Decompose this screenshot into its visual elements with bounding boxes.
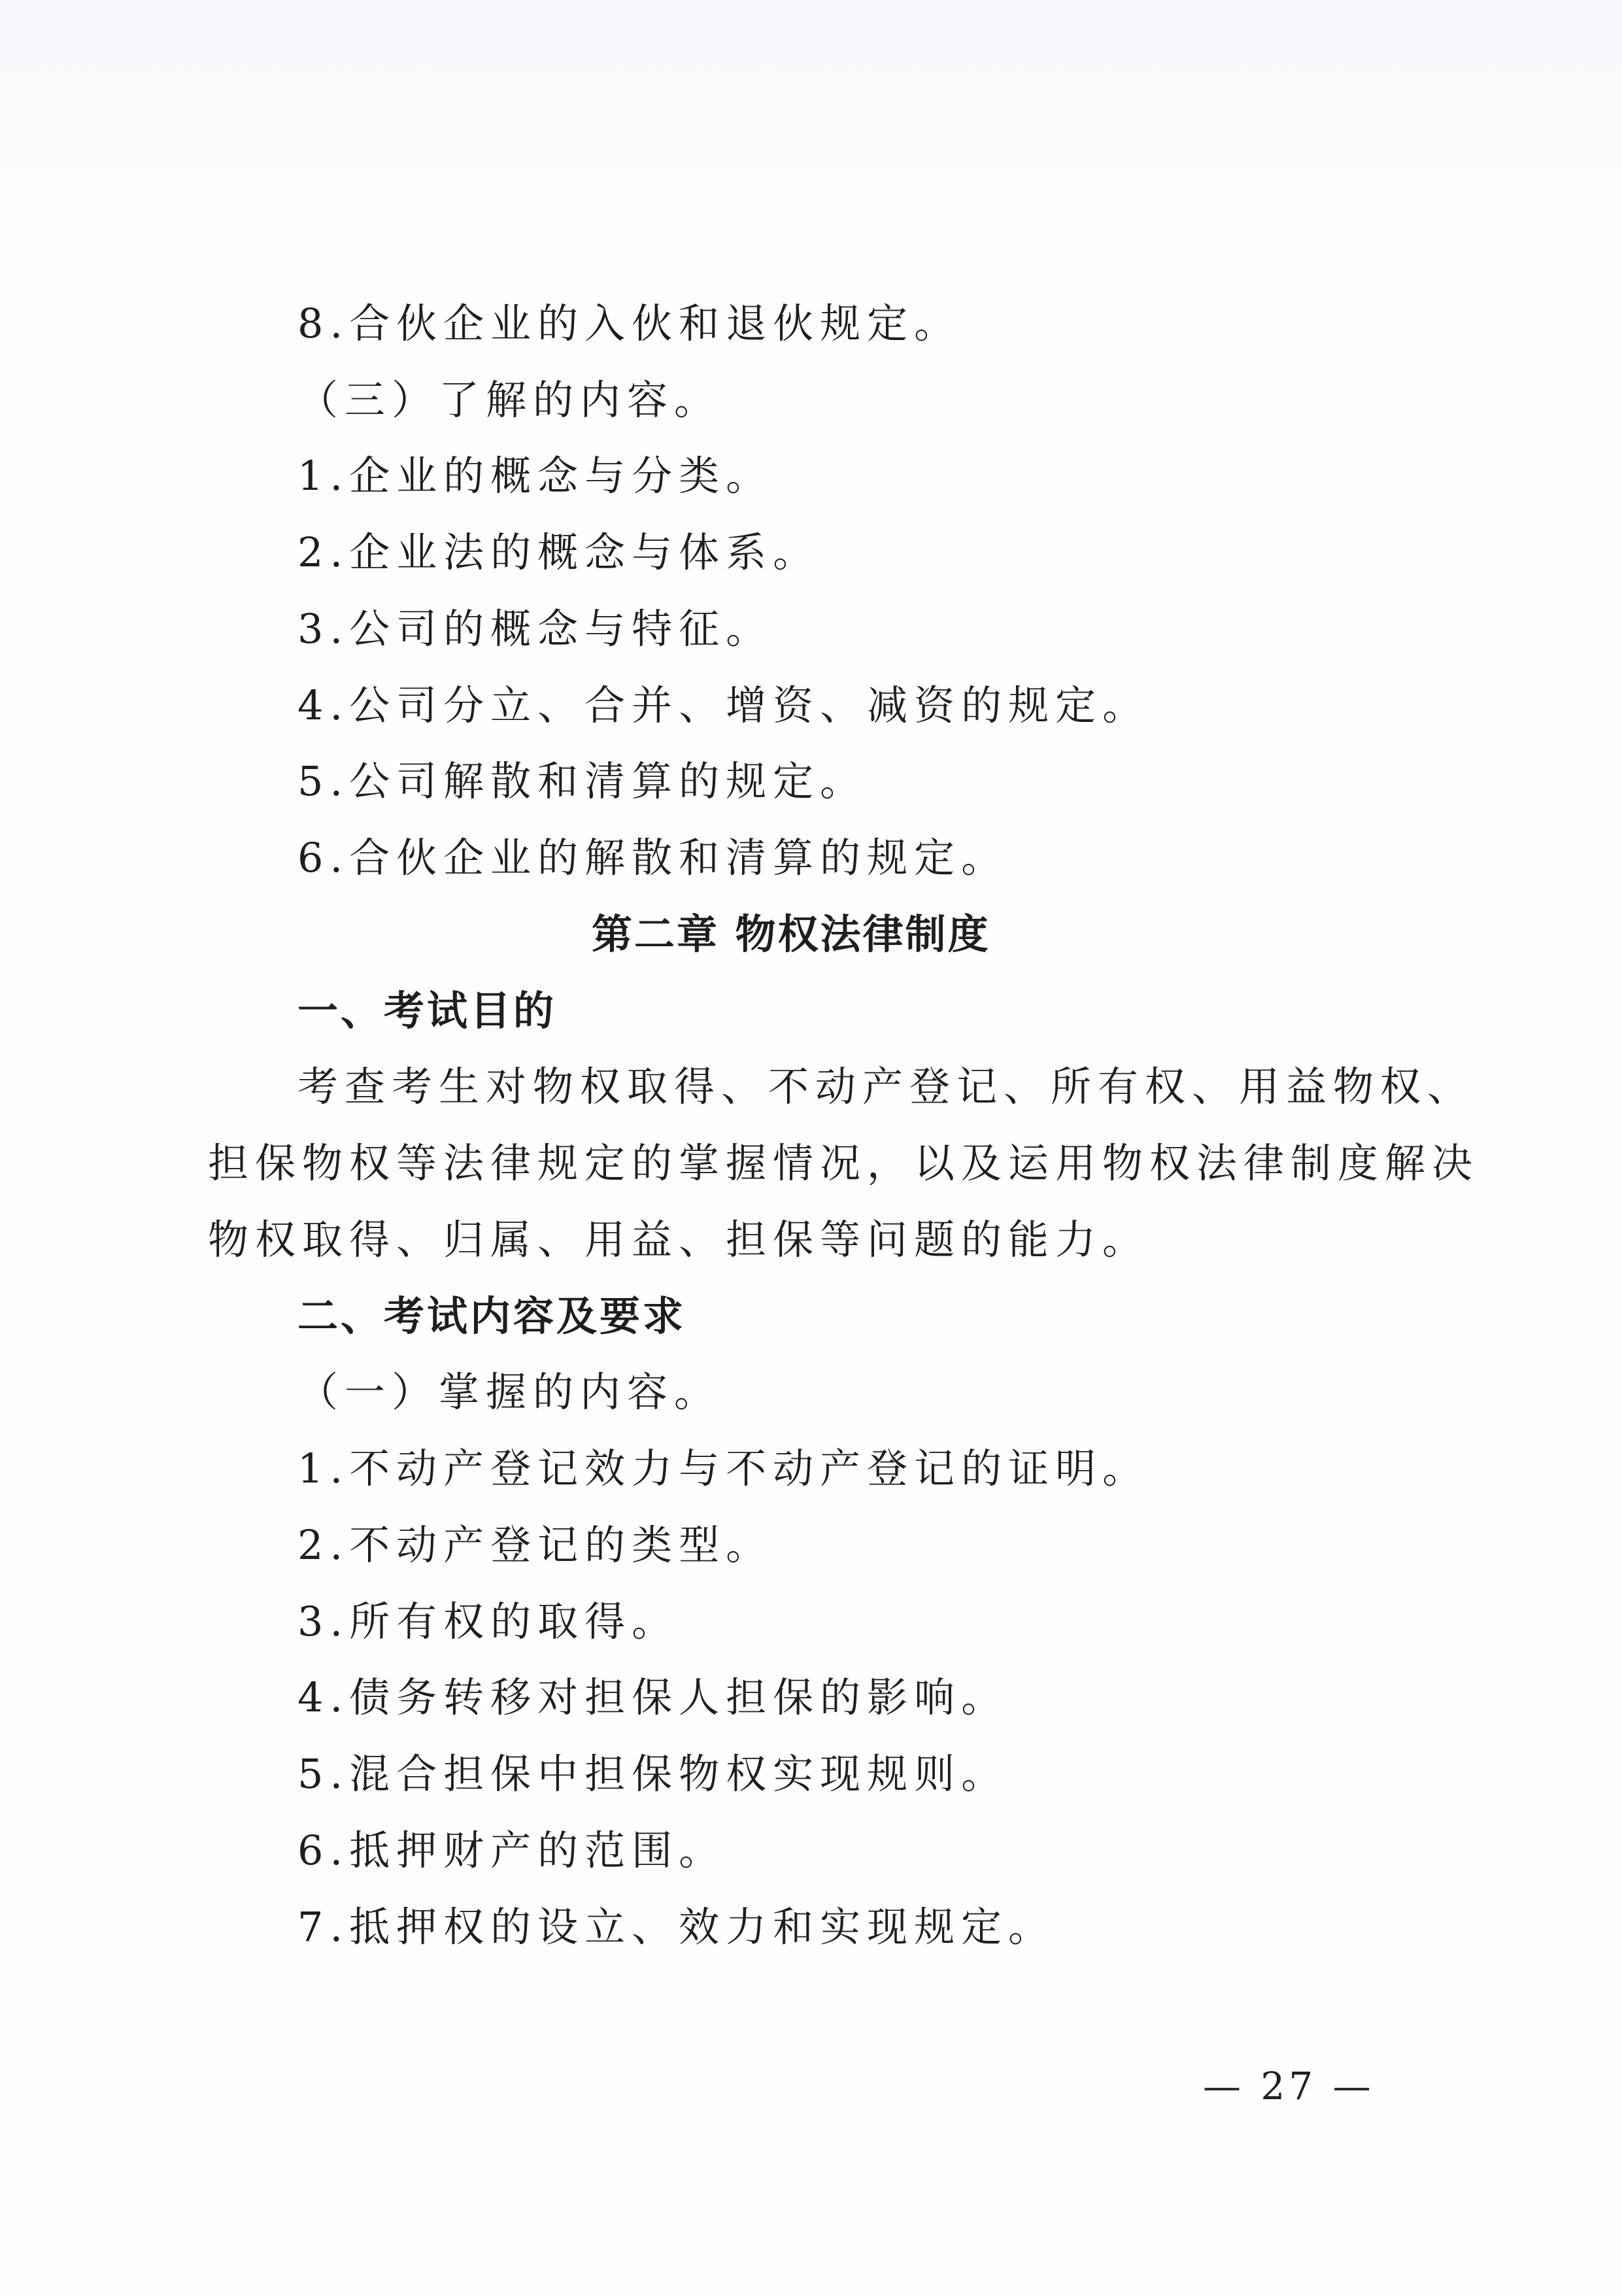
list-item: 1.企业的概念与分类。 xyxy=(297,452,773,500)
list-item: 5.混合担保中担保物权实现规则。 xyxy=(297,1750,1009,1798)
list-item: 3.公司的概念与特征。 xyxy=(297,605,773,653)
paragraph-line: 物权取得、归属、用益、担保等问题的能力。 xyxy=(208,1216,1150,1263)
list-item: 8.合伙企业的入伙和退伙规定。 xyxy=(297,300,962,347)
section-heading: 一、考试目的 xyxy=(297,987,557,1035)
chapter-title: 第二章 物权法律制度 xyxy=(592,910,990,958)
list-item: 4.债务转移对担保人担保的影响。 xyxy=(297,1673,1009,1721)
list-item: 7.抵押权的设立、效力和实现规定。 xyxy=(297,1903,1056,1951)
section-heading: 二、考试内容及要求 xyxy=(297,1292,686,1340)
list-item: 2.企业法的概念与体系。 xyxy=(297,528,820,576)
paragraph-line: 担保物权等法律规定的掌握情况，以及运用物权法律制度解决 xyxy=(208,1139,1479,1187)
page-number: — 27 — xyxy=(1203,2064,1375,2108)
paragraph-line: 考查考生对物权取得、不动产登记、所有权、用益物权、 xyxy=(297,1063,1475,1110)
list-item: 1.不动产登记效力与不动产登记的证明。 xyxy=(297,1445,1150,1492)
subsection-heading: （三）了解的内容。 xyxy=(297,376,722,424)
list-item: 2.不动产登记的类型。 xyxy=(297,1521,773,1569)
list-item: 6.合伙企业的解散和清算的规定。 xyxy=(297,834,1009,882)
list-item: 6.抵押财产的范围。 xyxy=(297,1826,726,1874)
subsection-heading: （一）掌握的内容。 xyxy=(297,1368,722,1416)
list-item: 4.公司分立、合并、增资、减资的规定。 xyxy=(297,681,1150,729)
scan-shading xyxy=(0,0,1622,288)
list-item: 3.所有权的取得。 xyxy=(297,1598,679,1645)
list-item: 5.公司解散和清算的规定。 xyxy=(297,757,868,805)
